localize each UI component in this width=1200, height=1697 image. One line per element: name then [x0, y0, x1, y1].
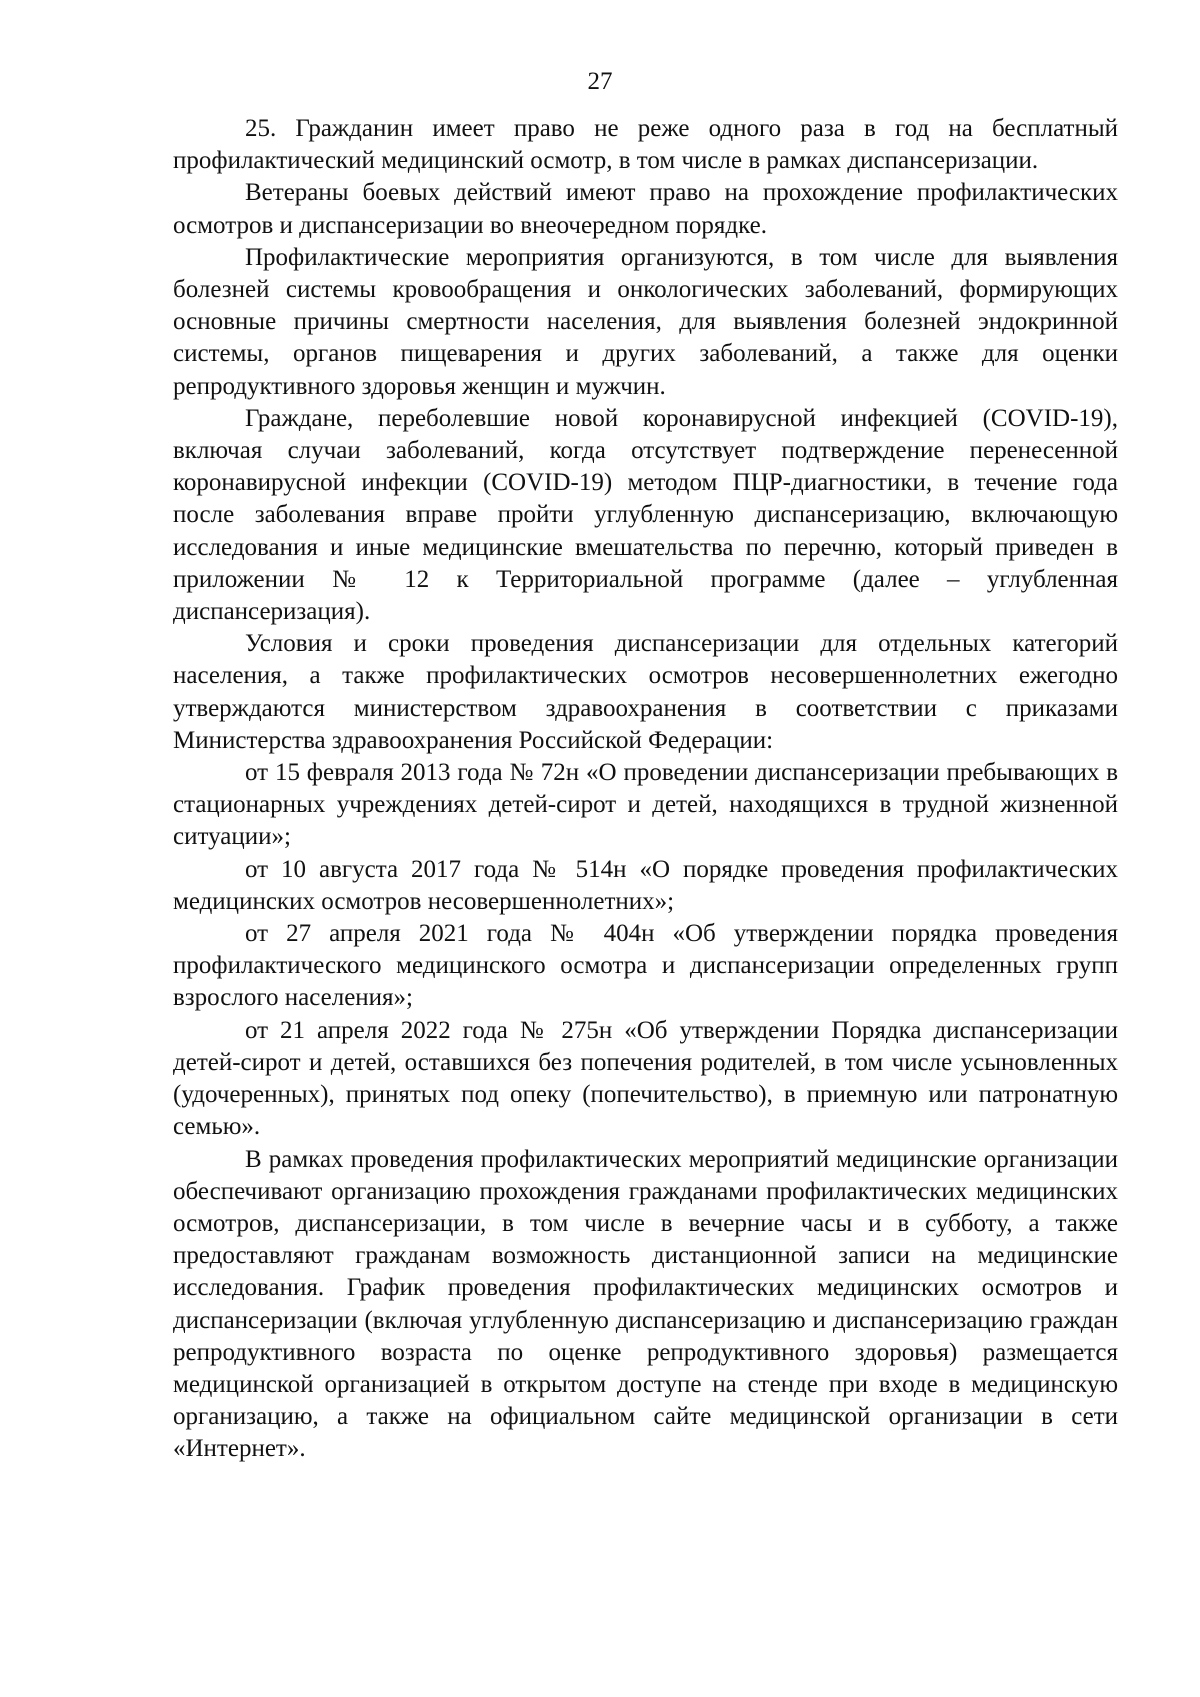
paragraph-article-25: 25. Гражданин имеет право не реже одного раза в год на бесплатный профилактический медицинский осмотр, в том числе в рамках диспансеризации. — [173, 115, 1118, 175]
paragraph-schedule-organization: В рамках проведения профилактических мероприятий медицинские организации обеспечивают организацию прохождения гражданами профилактических медицинских осмотров, диспансеризации, в том числе в вечерние часы и в субботу, а также предоставляют гражданам возможность дистанционной записи на медицинские исследования. График проведения профилактических медицинских осмотров и диспансеризации (включая углубленную диспансеризацию и диспансеризацию граждан репродуктивного возраста по оценке репродуктивного здоровья) размещается медицинской организацией в открытом доступе на стенде при входе в медицинскую организацию, а также на официальном сайте медицинской организации в сети «Интернет». — [173, 1145, 1118, 1463]
paragraph-order-514n: от 10 августа 2017 года № 514н «О порядке проведения профилактических медицинских осмотров несовершеннолетних»; — [173, 855, 1118, 915]
document-body — [173, 113, 1118, 1466]
paragraph-preventive-measures: Профилактические мероприятия организуются, в том числе для выявления болезней системы кровообращения и онкологических заболеваний, формирующих основные причины смертности населения, для выявления болезней эндокринной системы, органов пищеварения и других заболеваний, а также для оценки репродуктивного здоровья женщин и мужчин. — [173, 243, 1118, 400]
page-number: 27 — [587, 68, 613, 95]
paragraph-covid-dispensary: Граждане, переболевшие новой коронавирусной инфекцией (COVID-19), включая случаи заболеваний, когда отсутствует подтверждение перенесенной коронавирусной инфекции (COVID-19) методом ПЦР-диагностики, в течение года после заболевания вправе пройти углубленную диспансеризацию, включающую исследования и иные медицинские вмешательства по перечню, который приведен в приложении № 12 к Территориальной программе (далее – углубленная диспансеризация). — [173, 404, 1118, 626]
paragraph-order-72n: от 15 февраля 2013 года № 72н «О проведении диспансеризации пребывающих в стационарных учреждениях детей-сирот и детей, находящихся в трудной жизненной ситуации»; — [173, 759, 1118, 851]
paragraph-conditions-and-terms: Условия и сроки проведения диспансеризации для отдельных категорий населения, а также профилактических осмотров несовершеннолетних ежегодно утверждаются министерством здравоохранения в соответствии с приказами Министерства здравоохранения Российской Федерации: — [173, 630, 1118, 754]
paragraph-order-275n: от 21 апреля 2022 года № 275н «Об утверждении Порядка диспансеризации детей-сирот и детей, оставшихся без попечения родителей, в том числе усыновленных (удочеренных), принятых под опеку (попечительство), в приемную или патронатную семью». — [173, 1016, 1118, 1141]
paragraph-combat-veterans: Ветераны боевых действий имеют право на прохождение профилактических осмотров и диспансеризации во внеочередном порядке. — [173, 179, 1118, 239]
paragraph-order-404n: от 27 апреля 2021 года № 404н «Об утверждении порядка проведения профилактического медицинского осмотра и диспансеризации определенных групп взрослого населения»; — [173, 920, 1118, 1012]
